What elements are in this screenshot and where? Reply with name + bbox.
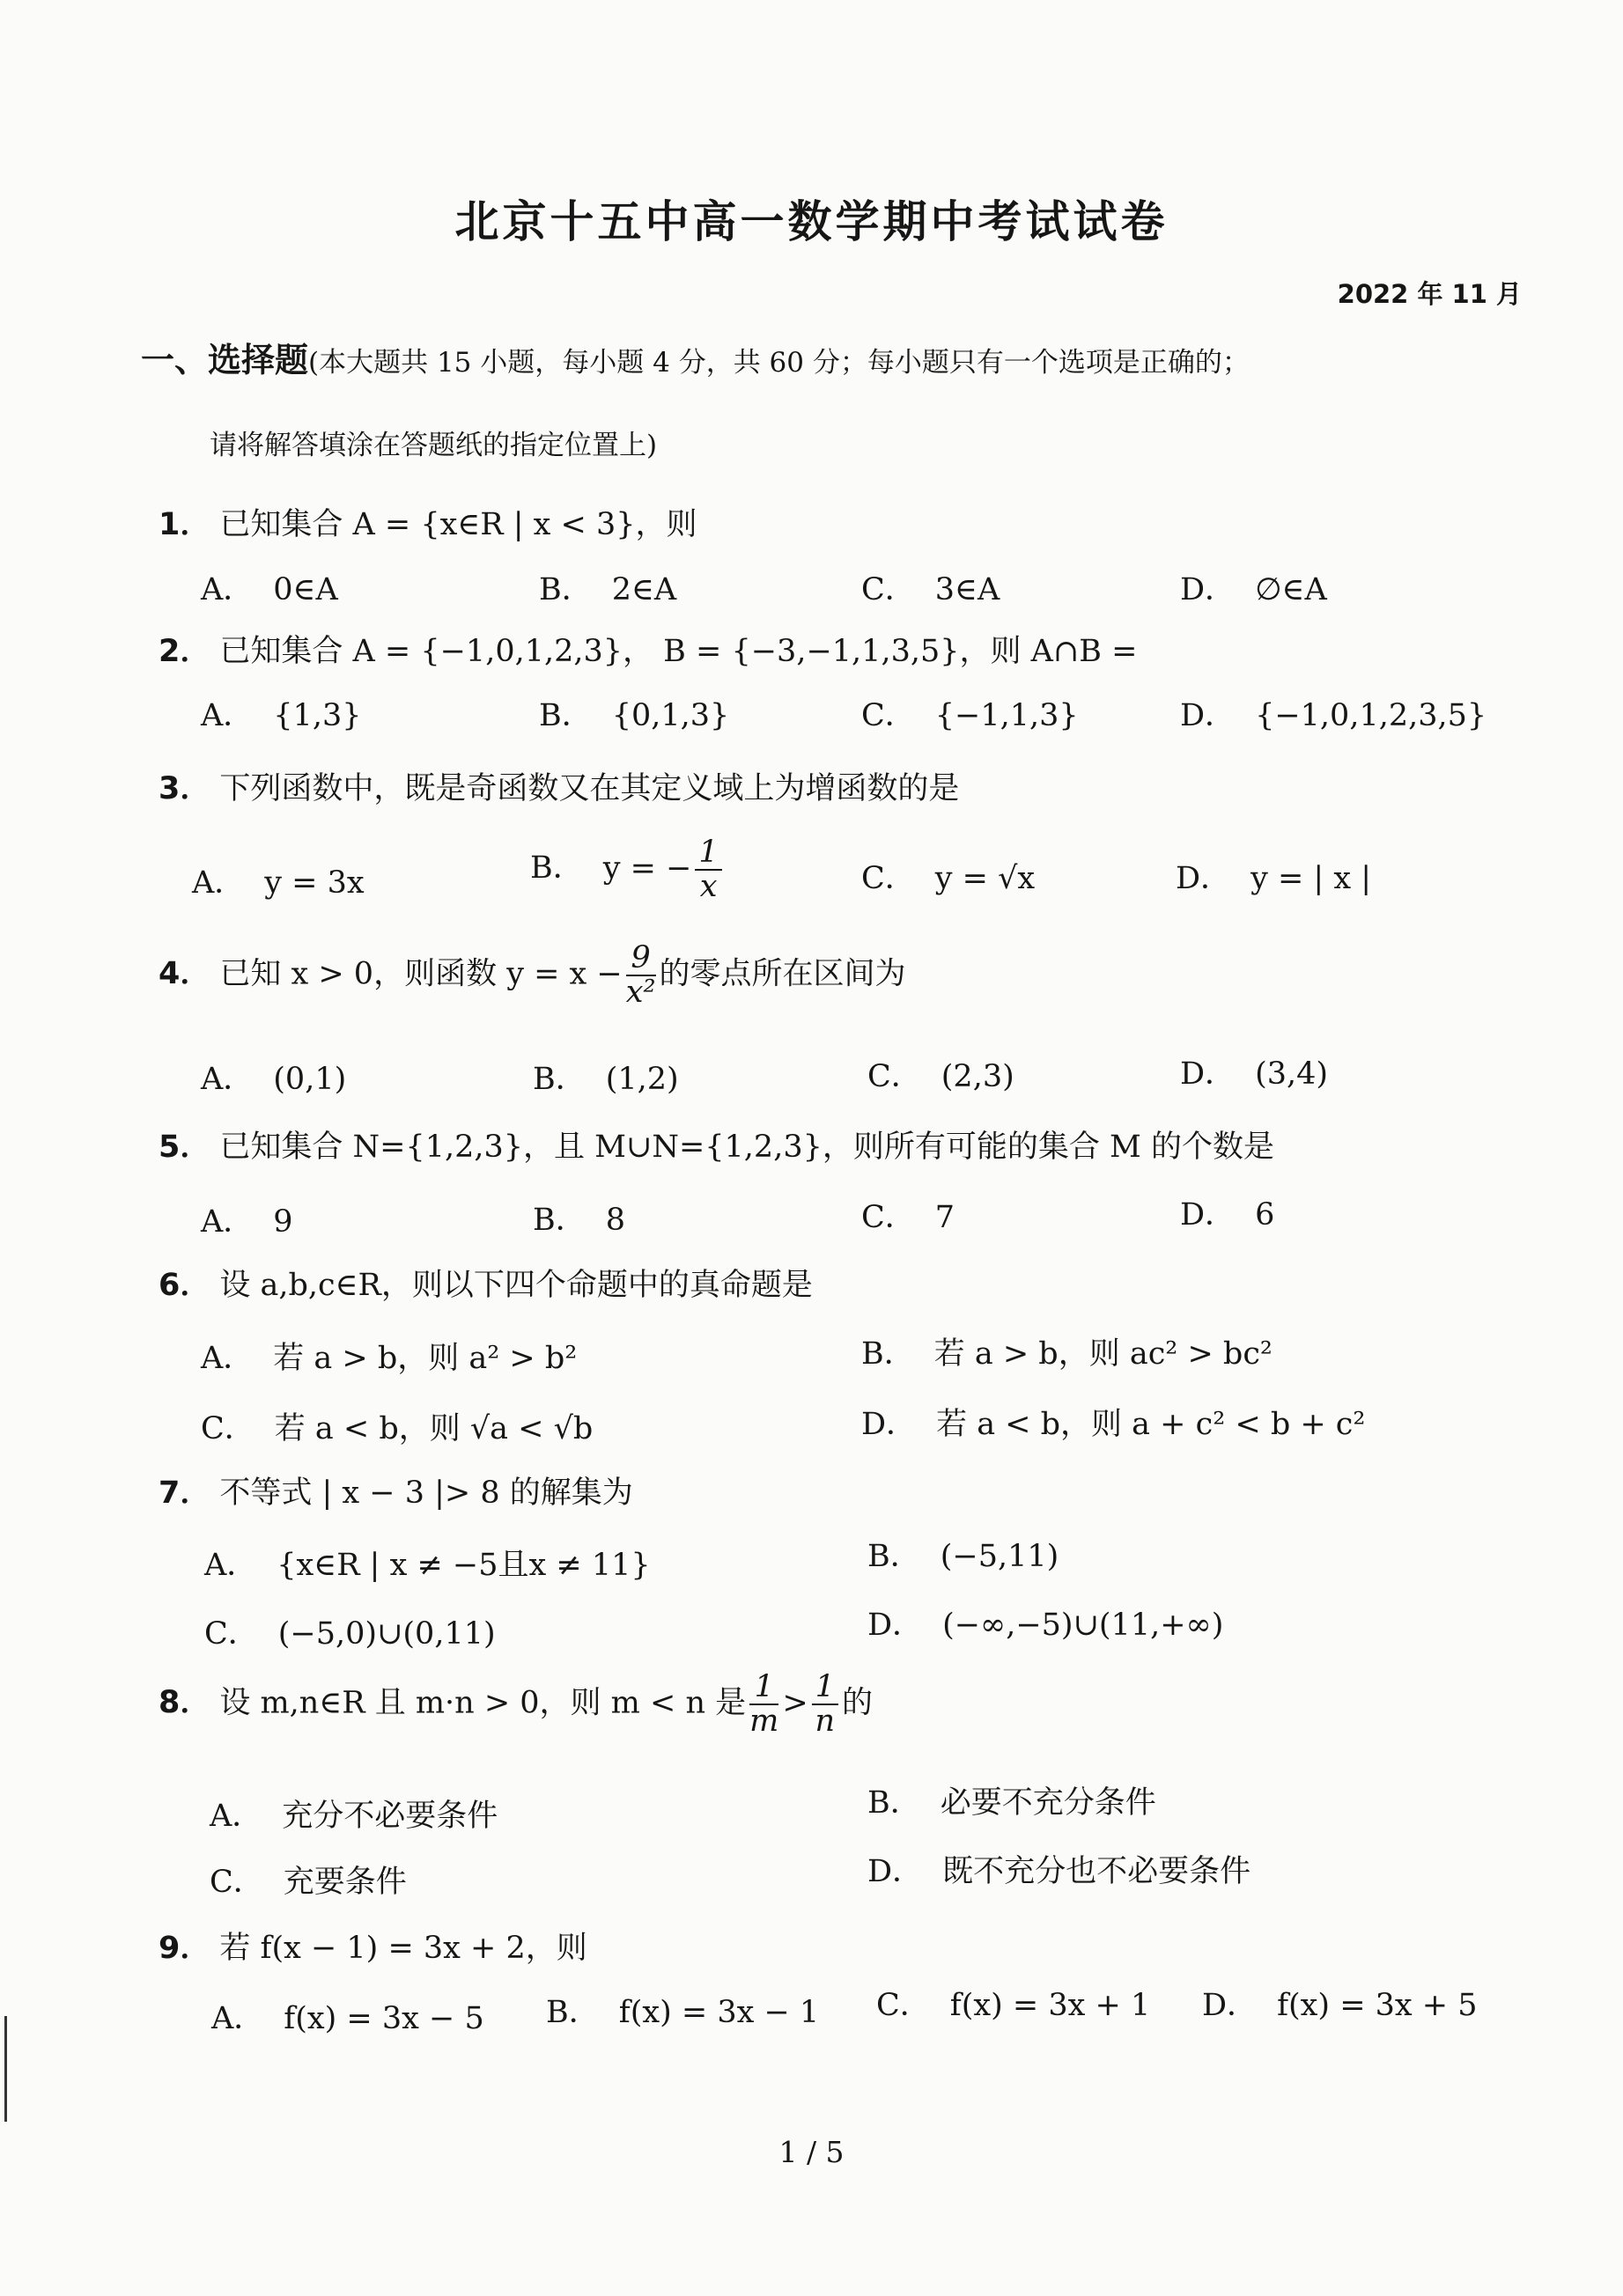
option-text: y = √x [934, 861, 1036, 896]
fraction-numerator: 1 [749, 1671, 778, 1705]
option-label: A． [201, 698, 255, 733]
option-b [861, 1329, 1273, 1373]
option-text: 既不充分也不必要条件 [942, 1854, 1251, 1889]
comparison-sign: > [782, 1685, 808, 1721]
fraction-denominator: m [749, 1703, 779, 1739]
option-text: 充要条件 [283, 1865, 407, 1900]
fraction [626, 942, 656, 1009]
option-label: B． [861, 1336, 915, 1372]
option-text: (−∞,−5)∪(11,+∞) [942, 1608, 1224, 1643]
option-label: A． [204, 1548, 258, 1583]
option-c [861, 565, 1000, 609]
option-text: f(x) = 3x + 1 [949, 1988, 1151, 2023]
option-label: B． [533, 1062, 586, 1097]
question-number: 2． [159, 634, 211, 669]
option-c [876, 1981, 1150, 2025]
question-stem: 设 a,b,c∈R，则以下四个命题中的真命题是 [219, 1268, 813, 1303]
option-text: f(x) = 3x − 5 [284, 2001, 484, 2036]
option-label: A． [210, 1799, 263, 1834]
option-text: 必要不充分条件 [940, 1785, 1156, 1821]
fraction-denominator: x² [625, 974, 656, 1010]
option-label: D． [1180, 1056, 1236, 1092]
question-number: 5． [159, 1130, 211, 1165]
page-number: 1 / 5 [778, 2135, 845, 2169]
option-label: C． [861, 1200, 916, 1235]
option-label: B． [530, 850, 584, 887]
question-number: 8． [159, 1685, 211, 1721]
fraction [749, 1671, 778, 1738]
option-text: {0,1,3} [611, 698, 730, 733]
question-number: 7． [159, 1475, 211, 1511]
option-d [1180, 691, 1487, 735]
option-text: 充分不必要条件 [282, 1799, 498, 1834]
option-label: D． [1176, 861, 1232, 896]
option-text: (1,2) [605, 1062, 679, 1097]
option-d [861, 1400, 1365, 1444]
option-label: D． [867, 1854, 924, 1889]
option-b [533, 1196, 625, 1240]
option-text: 2∈A [611, 572, 677, 607]
option-a [204, 1541, 651, 1585]
option-text: 若 a < b，则 √a < √b [274, 1411, 594, 1446]
option-label: C． [204, 1616, 259, 1652]
question-stem: 已知集合 A = {−1,0,1,2,3}， B = {−3,−1,1,3,5}，则 A∩B = [219, 634, 1138, 669]
option-d [1180, 1049, 1328, 1093]
question-1 [159, 500, 697, 544]
question-stem: 已知 x > 0，则函数 y = x − [219, 956, 623, 992]
option-text: 3∈A [934, 572, 1000, 607]
binding-edge-mark [4, 2016, 7, 2122]
option-label: A． [201, 1062, 255, 1097]
option-c [204, 1609, 496, 1653]
option-d [1202, 1981, 1478, 2025]
option-label: A． [201, 1204, 255, 1240]
question-number: 6． [159, 1268, 211, 1303]
option-a [192, 858, 365, 902]
option-a [201, 1055, 346, 1099]
option-text: 0∈A [273, 572, 338, 607]
option-a [201, 565, 338, 609]
option-label: C． [867, 1059, 922, 1094]
fraction-numerator: 1 [812, 1671, 838, 1705]
option-c [861, 854, 1035, 898]
option-label: C． [861, 572, 916, 607]
option-label: A． [211, 2001, 265, 2036]
option-text: (3,4) [1255, 1056, 1329, 1092]
option-text: (0,1) [273, 1062, 347, 1097]
question-number: 4． [159, 956, 211, 992]
question-stem: 设 m,n∈R 且 m·n > 0，则 m < n 是 [219, 1685, 747, 1721]
fraction-numerator: 9 [626, 942, 656, 976]
option-text: 若 a < b，则 a + c² < b + c² [936, 1407, 1366, 1442]
question-stem: 不等式 | x − 3 |> 8 的解集为 [219, 1475, 633, 1511]
option-b [539, 691, 729, 735]
option-text: ∅∈A [1255, 572, 1327, 607]
option-d [1180, 1190, 1274, 1234]
fraction-denominator: x [699, 868, 718, 904]
option-c [861, 691, 1079, 735]
option-label: B． [539, 698, 593, 733]
option-label: D． [867, 1608, 924, 1643]
question-number: 3． [159, 771, 211, 806]
option-b [867, 1532, 1059, 1576]
question-5 [159, 1122, 1274, 1166]
option-text: (−5,11) [940, 1539, 1059, 1574]
question-stem-end: 的零点所在区间为 [659, 956, 906, 992]
option-c [210, 1858, 407, 1902]
option-label: A． [192, 865, 246, 901]
option-text: (−5,0)∪(0,11) [277, 1616, 496, 1652]
option-a [210, 1792, 498, 1836]
option-b [530, 836, 726, 903]
option-label: C． [861, 698, 916, 733]
option-label: B． [546, 1995, 600, 2030]
option-label: D． [1180, 572, 1236, 607]
option-label: B． [867, 1539, 921, 1574]
option-text: 8 [605, 1203, 626, 1238]
question-stem-end: 的 [841, 1685, 873, 1721]
option-c [867, 1052, 1014, 1096]
option-text: {x∈R | x ≠ −5且x ≠ 11} [277, 1548, 651, 1583]
section-note: (本大题共 15 小题，每小题 4 分，共 60 分；每小题只有一个选项是正确的； [308, 347, 1250, 379]
option-label: A． [201, 1341, 255, 1376]
option-a [211, 1994, 484, 2038]
section-title: 一、选择题 [141, 341, 309, 379]
option-b [539, 565, 676, 609]
option-b [533, 1055, 679, 1099]
option-label: A． [201, 572, 255, 607]
fraction-numerator: 1 [695, 836, 721, 871]
option-label: D． [1202, 1988, 1258, 2023]
option-d [1176, 854, 1371, 898]
option-text: 若 a > b，则 ac² > bc² [933, 1336, 1273, 1372]
option-label: B． [867, 1785, 921, 1821]
option-label: B． [533, 1203, 586, 1238]
option-text: 7 [934, 1200, 955, 1235]
fraction-denominator: n [815, 1703, 836, 1739]
option-c [201, 1404, 593, 1448]
exam-date: 2022 年 11 月 [1337, 279, 1522, 309]
question-6 [159, 1261, 813, 1305]
option-text: {−1,1,3} [934, 698, 1079, 733]
option-label: C． [861, 861, 916, 896]
option-a [201, 691, 361, 735]
question-number: 1． [159, 507, 211, 542]
option-text: 6 [1255, 1197, 1275, 1233]
question-2 [159, 627, 1137, 671]
option-text: 若 a > b，则 a² > b² [273, 1341, 578, 1376]
question-stem: 已知集合 A = {x∈R | x < 3}，则 [219, 507, 697, 542]
option-d [1180, 565, 1327, 609]
question-3 [159, 764, 959, 808]
page-title: 北京十五中高一数学期中考试试卷 [454, 196, 1169, 247]
fraction [695, 836, 721, 903]
option-label: B． [539, 572, 593, 607]
section-note-2: 请将解答填涂在答题纸的指定位置上) [210, 430, 658, 461]
question-9 [159, 1924, 587, 1968]
option-label: C． [201, 1411, 255, 1446]
option-label: D． [1180, 1197, 1236, 1233]
option-a [201, 1197, 293, 1241]
option-text: {−1,0,1,2,3,5} [1255, 698, 1487, 733]
option-a [201, 1334, 577, 1378]
fraction [812, 1671, 838, 1738]
option-b [546, 1988, 819, 2032]
question-stem: 已知集合 N={1,2,3}，且 M∪N={1,2,3}，则所有可能的集合 M 的个数是 [219, 1130, 1274, 1165]
option-text: {1,3} [273, 698, 362, 733]
option-label: C． [210, 1865, 264, 1900]
question-4 [159, 942, 906, 1009]
question-stem: 下列函数中，既是奇函数又在其定义域上为增函数的是 [219, 771, 960, 806]
option-c [861, 1193, 955, 1237]
question-8 [159, 1671, 873, 1738]
option-text: y = − [602, 850, 692, 887]
option-text: y = | x | [1250, 861, 1371, 896]
option-label: C． [876, 1988, 931, 2023]
option-label: D． [861, 1407, 918, 1442]
option-label: D． [1180, 698, 1236, 733]
option-d [867, 1847, 1250, 1891]
option-text: f(x) = 3x − 1 [618, 1995, 820, 2030]
question-7 [159, 1468, 633, 1512]
option-text: f(x) = 3x + 5 [1277, 1988, 1478, 2023]
option-d [867, 1601, 1223, 1645]
option-text: (2,3) [941, 1059, 1014, 1094]
option-b [867, 1778, 1156, 1822]
question-number: 9． [159, 1931, 211, 1966]
option-text: 9 [273, 1204, 293, 1240]
question-stem: 若 f(x − 1) = 3x + 2，则 [219, 1931, 587, 1966]
section-heading [141, 333, 1250, 381]
option-text: y = 3x [264, 865, 365, 901]
